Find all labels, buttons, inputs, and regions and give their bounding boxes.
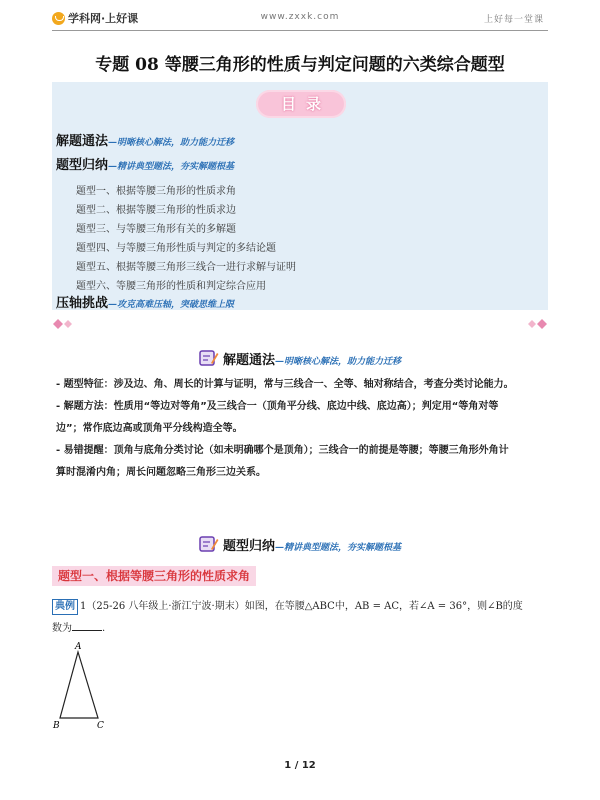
example-tag: 典例 xyxy=(52,599,78,615)
toc-item[interactable]: 题型一、根据等腰三角形的性质求角 xyxy=(76,186,236,197)
toc-badge: 目录 xyxy=(256,90,346,118)
example-text xyxy=(52,596,552,640)
method-sub: —明晰核心解法，助力能力迁移 xyxy=(275,357,402,367)
method-section-banner xyxy=(0,346,600,368)
summary-title: 题型归纳 xyxy=(222,539,275,554)
toc-summary[interactable] xyxy=(56,154,234,173)
toc-method-title: 解题通法 xyxy=(56,134,109,149)
site-url: www.zxxk.com xyxy=(260,12,340,22)
notebook-pen-icon xyxy=(199,349,219,367)
method-line: 边”；常作底边高或顶角平分线构造全等。 xyxy=(56,423,243,434)
method-title: 解题通法 xyxy=(222,353,275,368)
toc-item[interactable]: 题型四、与等腰三角形性质与判定的多结论题 xyxy=(76,243,276,254)
notebook-pen-icon xyxy=(199,535,219,553)
summary-sub: —精讲典型题法，夯实解题根基 xyxy=(275,543,402,553)
page-number: 1 / 12 xyxy=(284,760,316,771)
toc-challenge-title: 压轴挑战 xyxy=(56,296,109,311)
logo-text: 学科网·上好课 xyxy=(68,12,139,25)
answer-blank[interactable] xyxy=(72,618,102,631)
toc-item[interactable]: 题型三、与等腰三角形有关的多解题 xyxy=(76,224,236,235)
example-end: . xyxy=(102,623,106,634)
decorative-divider xyxy=(52,318,548,330)
toc-item[interactable]: 题型五、根据等腰三角形三线合一进行求解与证明 xyxy=(76,262,296,273)
vertex-label-a: A xyxy=(75,642,82,652)
summary-section-banner xyxy=(0,532,600,554)
example-question: 1（25-26 八年级上·浙江宁波·期末）如图，在等腰△ABC中，AB = AC，若∠A = 36°，则∠B的度 xyxy=(80,601,523,612)
type-one-heading: 题型一、根据等腰三角形的性质求角 xyxy=(52,566,256,586)
method-line: - 题型特征：涉及边、角、周长的计算与证明，常与三线合一、全等、轴对称结合，考查分类讨论能力。 xyxy=(56,379,514,390)
toc-method[interactable] xyxy=(56,130,234,149)
toc-item[interactable]: 题型二、根据等腰三角形的性质求边 xyxy=(76,205,236,216)
method-line: - 易错提醒：顶角与底角分类讨论（如未明确哪个是顶角）；三线合一的前提是等腰；等腰三角形外角计 xyxy=(56,445,509,456)
toc-challenge[interactable] xyxy=(56,292,234,311)
vertex-label-b: B xyxy=(53,721,60,730)
toc-challenge-sub: —攻克高难压轴，突破思维上限 xyxy=(108,300,235,310)
toc-method-sub: —明晰核心解法，助力能力迁移 xyxy=(108,138,235,148)
toc-item[interactable]: 题型六、等腰三角形的性质和判定综合应用 xyxy=(76,281,266,292)
page-header xyxy=(0,0,600,34)
table-of-contents xyxy=(52,82,548,310)
page-title: 专题 08 等腰三角形的性质与判定问题的六类综合题型 xyxy=(95,55,505,75)
toc-summary-sub: —精讲典型题法，夯实解题根基 xyxy=(108,162,235,172)
method-line: - 解题方法：性质用“等边对等角”及三线合一（顶角平分线、底边中线、底边高）；判定用“等角对等 xyxy=(56,401,499,412)
method-line: 算时混淆内角；周长问题忽略三角形三边关系。 xyxy=(56,467,266,478)
vertex-label-c: C xyxy=(97,721,104,730)
header-divider xyxy=(52,30,548,31)
slogan: 上好每一堂课 xyxy=(483,15,544,25)
triangle-figure xyxy=(48,640,118,730)
toc-summary-title: 题型归纳 xyxy=(56,158,109,173)
example-question-cont: 数为 xyxy=(52,623,72,634)
method-paragraph xyxy=(56,374,546,484)
